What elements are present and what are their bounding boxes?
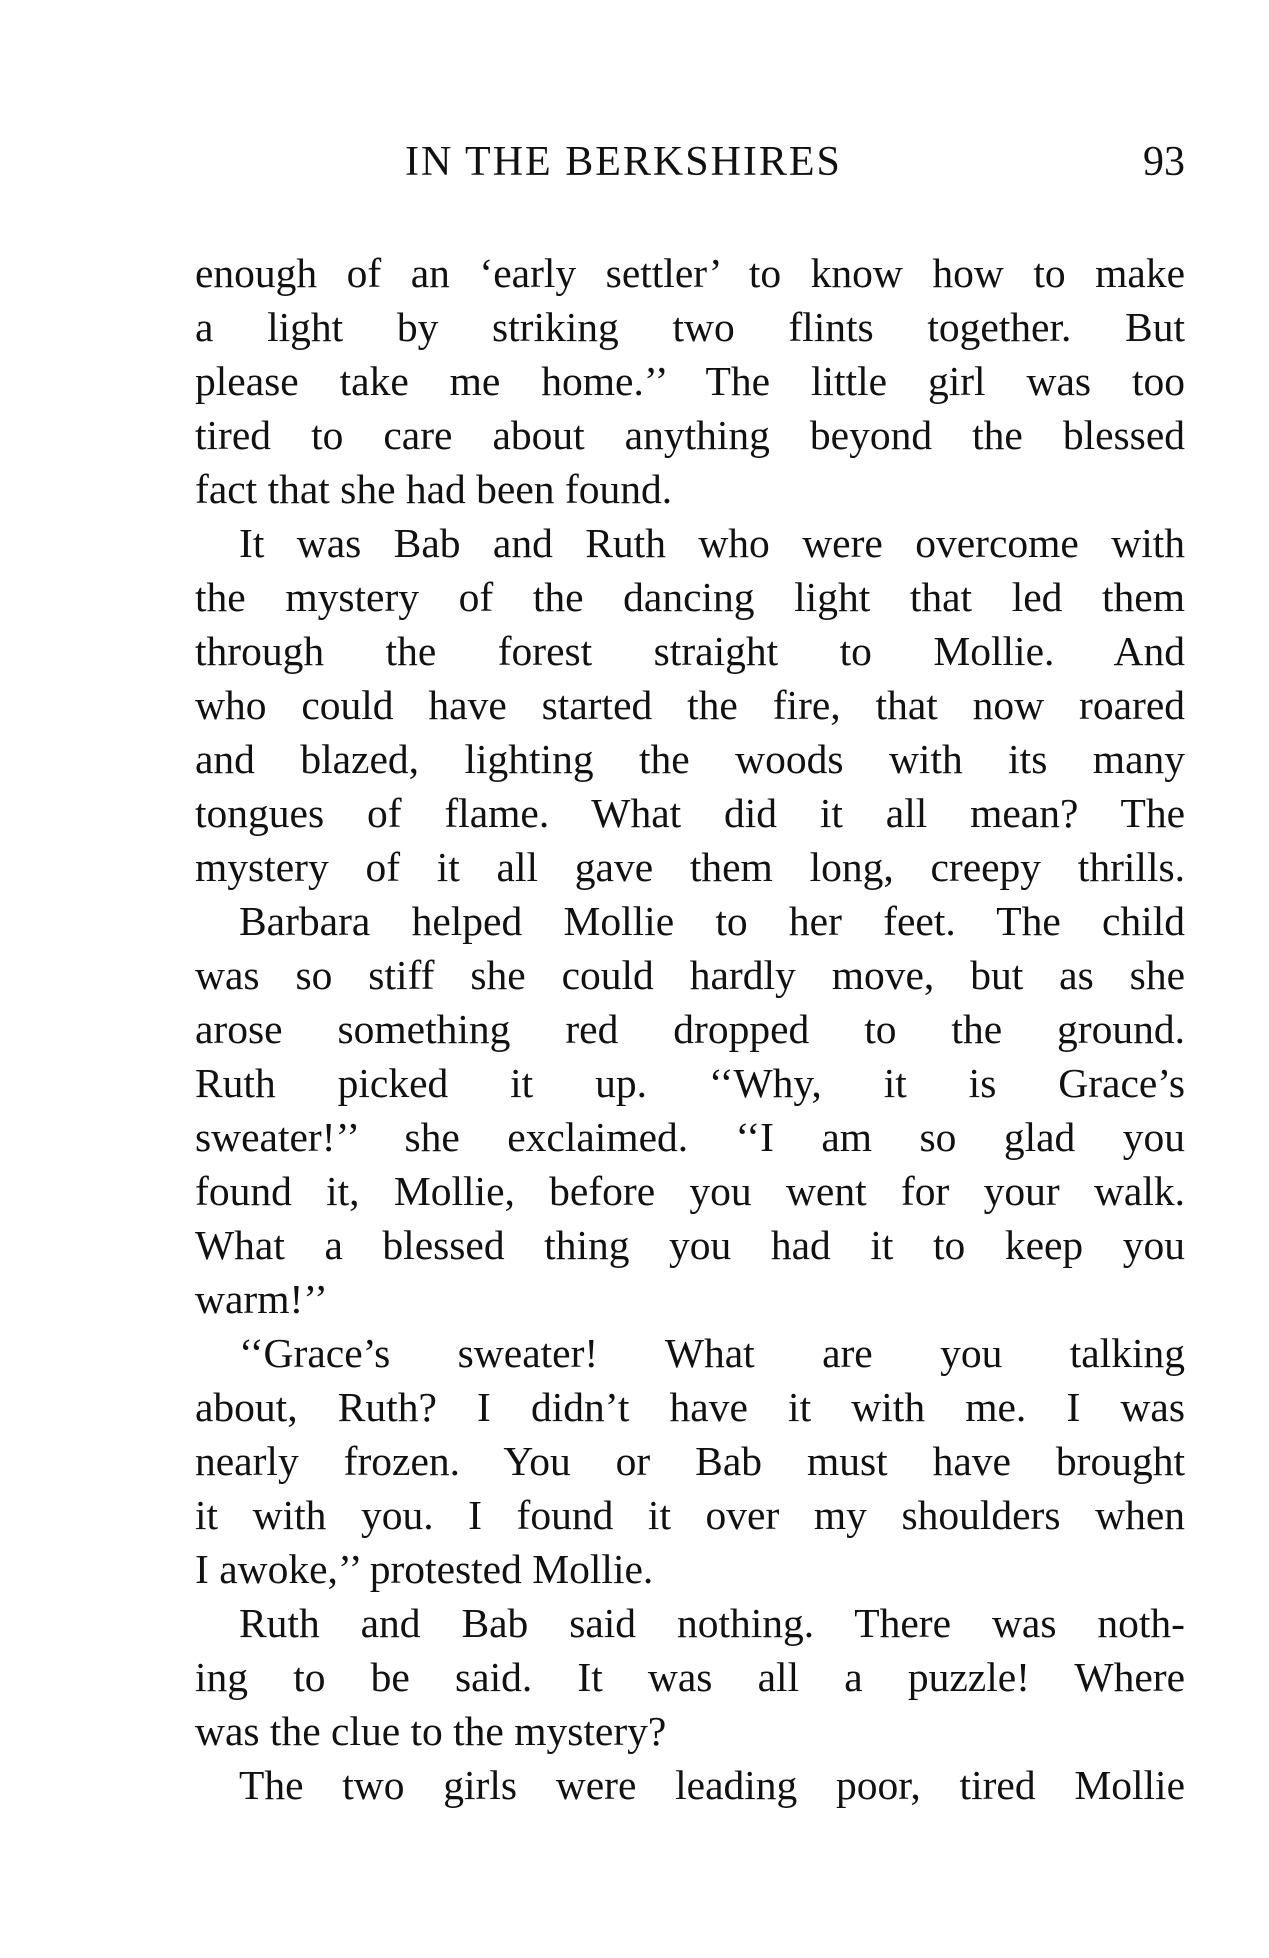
text-line: enough of an ‘early settler’ to know how to make — [195, 250, 1185, 296]
text-line: warm!’’ — [195, 1276, 328, 1322]
text-line: please take me home.’’ The little girl was too — [195, 358, 1185, 404]
text-line: ‘‘Grace’s sweater! What are you talking — [239, 1330, 1185, 1376]
body-text — [195, 246, 1185, 1812]
running-head: IN THE BERKSHIRES — [405, 139, 842, 185]
text-line: sweater!’’ she exclaimed. ‘‘I am so glad you — [195, 1114, 1185, 1160]
text-line: mystery of it all gave them long, creepy thrills. — [195, 844, 1185, 890]
text-line: it with you. I found it over my shoulders when — [195, 1492, 1185, 1538]
text-line: tongues of flame. What did it all mean? The — [195, 790, 1185, 836]
text-line: I awoke,’’ protested Mollie. — [195, 1546, 654, 1592]
text-line: who could have started the fire, that now roared — [195, 682, 1185, 728]
text-line: was the clue to the mystery? — [195, 1708, 667, 1754]
text-line: arose something red dropped to the ground. — [195, 1006, 1185, 1052]
text-line: Barbara helped Mollie to her feet. The child — [239, 898, 1185, 944]
text-line: and blazed, lighting the woods with its many — [195, 736, 1185, 782]
text-line: nearly frozen. You or Bab must have brought — [195, 1438, 1185, 1484]
text-line: fact that she had been found. — [195, 466, 673, 512]
text-line: What a blessed thing you had it to keep you — [195, 1222, 1185, 1268]
text-line: Ruth picked it up. ‘‘Why, it is Grace’s — [195, 1060, 1185, 1106]
text-line: Ruth and Bab said nothing. There was noth- — [239, 1600, 1185, 1646]
text-line: a light by striking two flints together. But — [195, 304, 1185, 350]
text-line: The two girls were leading poor, tired Mollie — [239, 1762, 1185, 1808]
text-line: was so stiff she could hardly move, but as she — [195, 952, 1185, 998]
text-line: ing to be said. It was all a puzzle! Where — [195, 1654, 1185, 1700]
text-line: the mystery of the dancing light that led them — [195, 574, 1185, 620]
text-line: through the forest straight to Mollie. And — [195, 628, 1185, 674]
page-header — [195, 138, 1185, 198]
text-line: It was Bab and Ruth who were overcome with — [239, 520, 1185, 566]
text-line: tired to care about anything beyond the blessed — [195, 412, 1185, 458]
text-line: found it, Mollie, before you went for your walk. — [195, 1168, 1185, 1214]
text-line: about, Ruth? I didn’t have it with me. I was — [195, 1384, 1185, 1430]
page-number: 93 — [1143, 139, 1185, 185]
